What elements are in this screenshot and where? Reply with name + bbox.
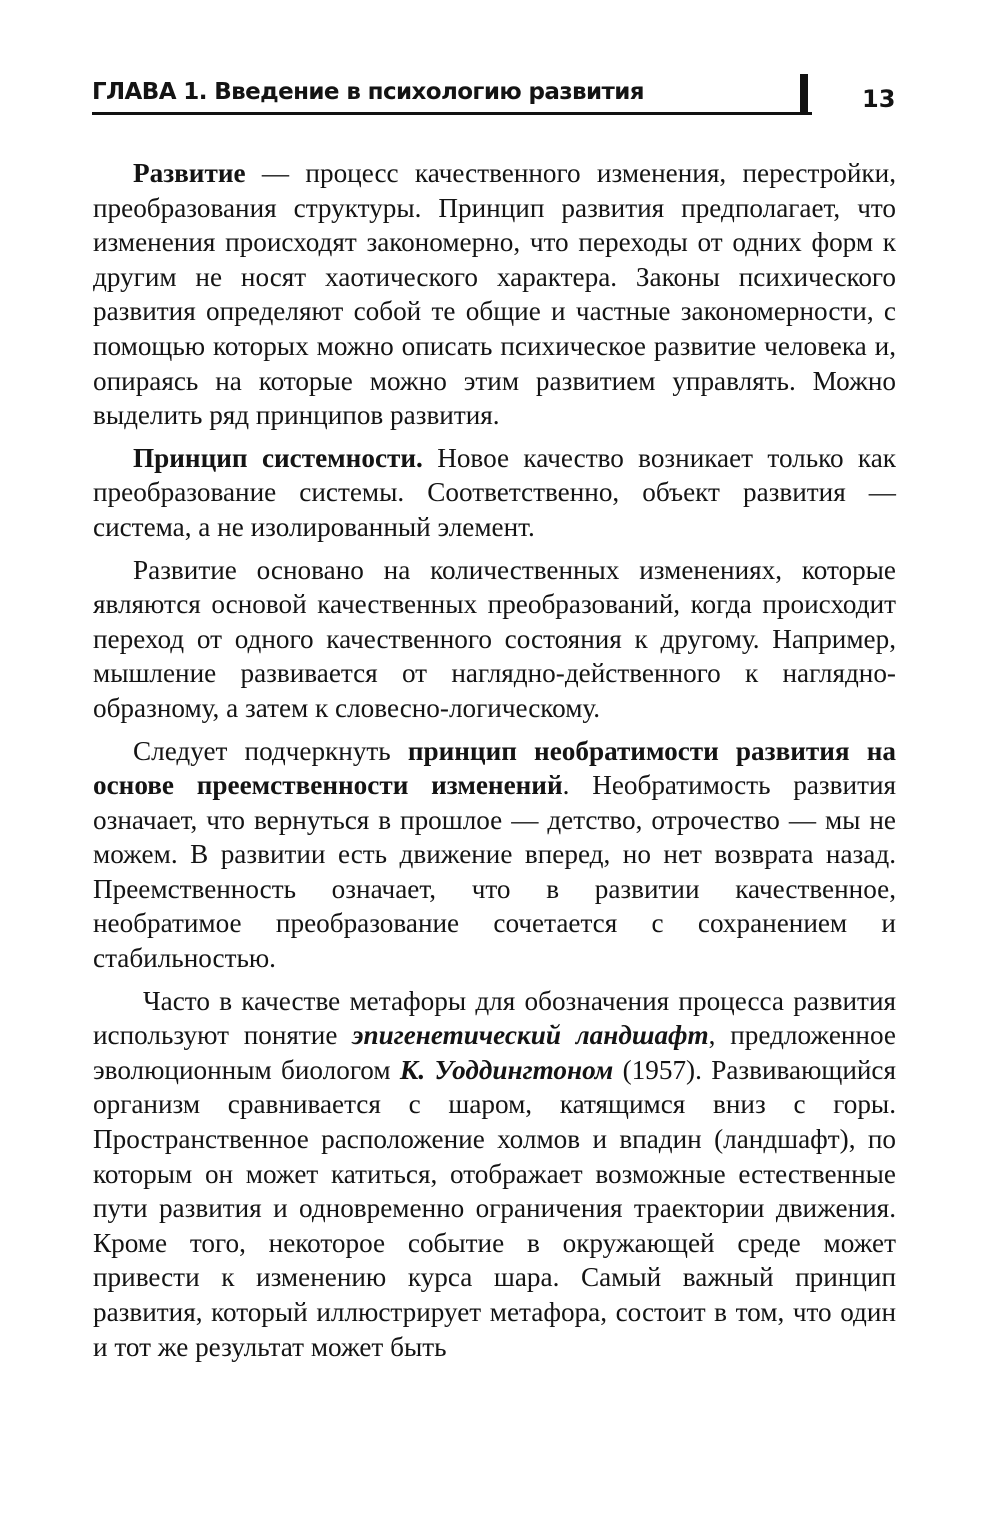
term-epigenetic-landscape: эпигенетический ландшафт xyxy=(352,1020,709,1051)
running-head xyxy=(92,76,812,115)
paragraph-lead: Следует подчеркнуть xyxy=(133,735,408,766)
paragraph-epigenetic-landscape xyxy=(93,984,896,1365)
paragraph-text: . Необратимость развития означает, что вернуться в прошлое — детство, отрочество — мы не можем. В развитии есть движение вперед, но нет возврата назад. Преемственность означает, что в развитии качественное, необратимое преобразование сочетается с сохранением и стабильностью. xyxy=(93,770,896,974)
running-head-marker xyxy=(800,74,808,112)
term-irreversibility-principle: принцип необратимости развития на основе преемственности изменений xyxy=(93,735,897,801)
paragraph-text: — процесс качественного изменения, перестройки, преобразования структуры. Принцип развития предполагает, что изменения происходят закономерно, что переходы от одних форм к другим не носят хаотического характера. Законы психического развития определяют собой те общие и частные закономерности, с помощью которых можно описать психическое развитие человека и, опираясь на которые можно этим развитием управлять. Можно выделить ряд принципов развития. xyxy=(93,158,896,431)
paragraph-text: (1957). Развивающийся организм сравнивается с шаром, катящимся вниз с горы. Пространственное расположение холмов и впадин (ландшафт), по которым он может катиться, отображает возможные естественные пути развития и одновременно ограничения траектории движения. Кроме того, некоторое событие в окружающей среде может привести к изменению курса шара. Самый важный принцип развития, который иллюстрирует метафора, состоит в том, что один и тот же результат может быть xyxy=(93,1054,897,1362)
paragraph-text: Новое качество возникает только как преобразование системы. Соответственно, объект развития — система, а не изолированный элемент. xyxy=(93,442,896,542)
paragraph-middle: , предложенное эволюционным биологом xyxy=(93,1020,896,1085)
paragraph-irreversibility-principle xyxy=(93,734,896,976)
term-systemic-principle: Принцип системности. xyxy=(133,442,423,473)
author-name: К. Уоддингтоном xyxy=(399,1054,614,1085)
chapter-title: ГЛАВА 1. Введение в психологию развития xyxy=(92,79,644,105)
body-text xyxy=(93,156,896,1372)
paragraph-quantitative-changes xyxy=(93,553,896,726)
page-number: 13 xyxy=(862,85,896,113)
paragraph-development-definition xyxy=(93,156,896,433)
paragraph-text: Развитие основано на количественных изменениях, которые являются основой качественных преобразований, когда происходит переход от одного качественного состояния к другому. Например, мышление развивается от наглядно-действенного к наглядно-образному, а затем к словесно-логическому. xyxy=(93,554,896,723)
term-development: Развитие xyxy=(133,158,246,188)
paragraph-systemic-principle xyxy=(93,441,896,545)
paragraph-lead: Часто в качестве метафоры для обозначения процесса развития используют понятие xyxy=(93,985,896,1051)
